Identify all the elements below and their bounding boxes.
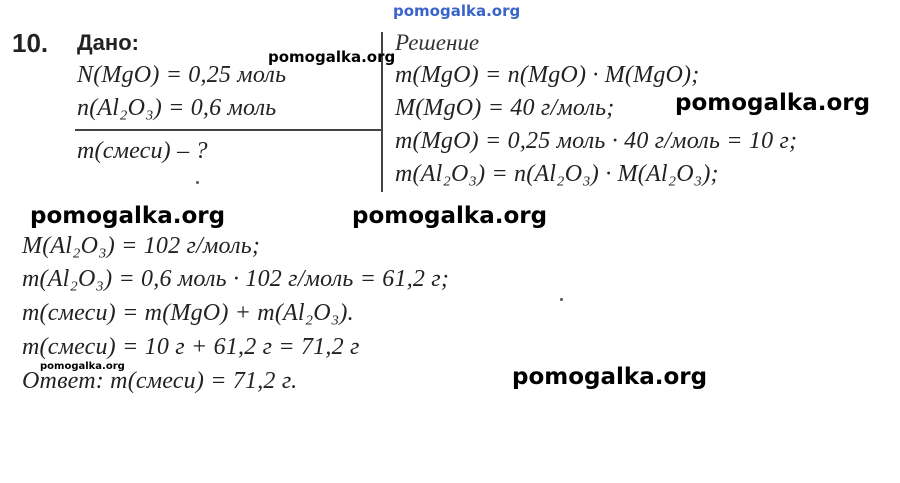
answer-line — [22, 368, 297, 395]
watermark: pomogalka.org — [675, 90, 871, 116]
speck — [196, 181, 199, 184]
given-title: Дано: — [77, 30, 139, 55]
given-divider — [75, 129, 381, 131]
watermark: pomogalka.org — [393, 2, 521, 20]
task-number: 10. — [12, 28, 49, 58]
solution-line: M(MgO) = 40 г/моль; — [395, 95, 615, 121]
watermark: pomogalka.org — [40, 361, 125, 372]
given-line: n(Al₂O₃) = 0,6 моль — [77, 95, 277, 121]
solution-line: m(Al₂O₃) = n(Al₂O₃) · M(Al₂O₃); — [395, 161, 719, 187]
speck — [560, 298, 563, 301]
given-line: N(MgO) = 0,25 моль — [77, 62, 287, 88]
solution-line: m(MgO) = 0,25 моль · 40 г/моль = 10 г; — [395, 128, 798, 154]
watermark: pomogalka.org — [30, 203, 226, 229]
continuation-line: m(смеси) = 10 г + 61,2 г = 71,2 г — [22, 334, 360, 360]
watermark: pomogalka.org — [268, 48, 396, 66]
continuation-line: m(Al₂O₃) = 0,6 моль · 102 г/моль = 61,2 г; — [22, 266, 450, 292]
continuation-line: M(Al₂O₃) = 102 г/моль; — [22, 233, 261, 259]
watermark: pomogalka.org — [352, 203, 548, 229]
solution-line: m(MgO) = n(MgO) · M(MgO); — [395, 62, 700, 88]
continuation-line: m(смеси) = m(MgO) + m(Al₂O₃). — [22, 300, 354, 326]
answer-label: Ответ: — [22, 368, 104, 394]
solution-title: Решение — [395, 30, 480, 55]
watermark: pomogalka.org — [512, 364, 708, 390]
find-line: m(смеси) – ? — [77, 138, 208, 164]
answer-text: m(смеси) = 71,2 г. — [110, 368, 298, 394]
